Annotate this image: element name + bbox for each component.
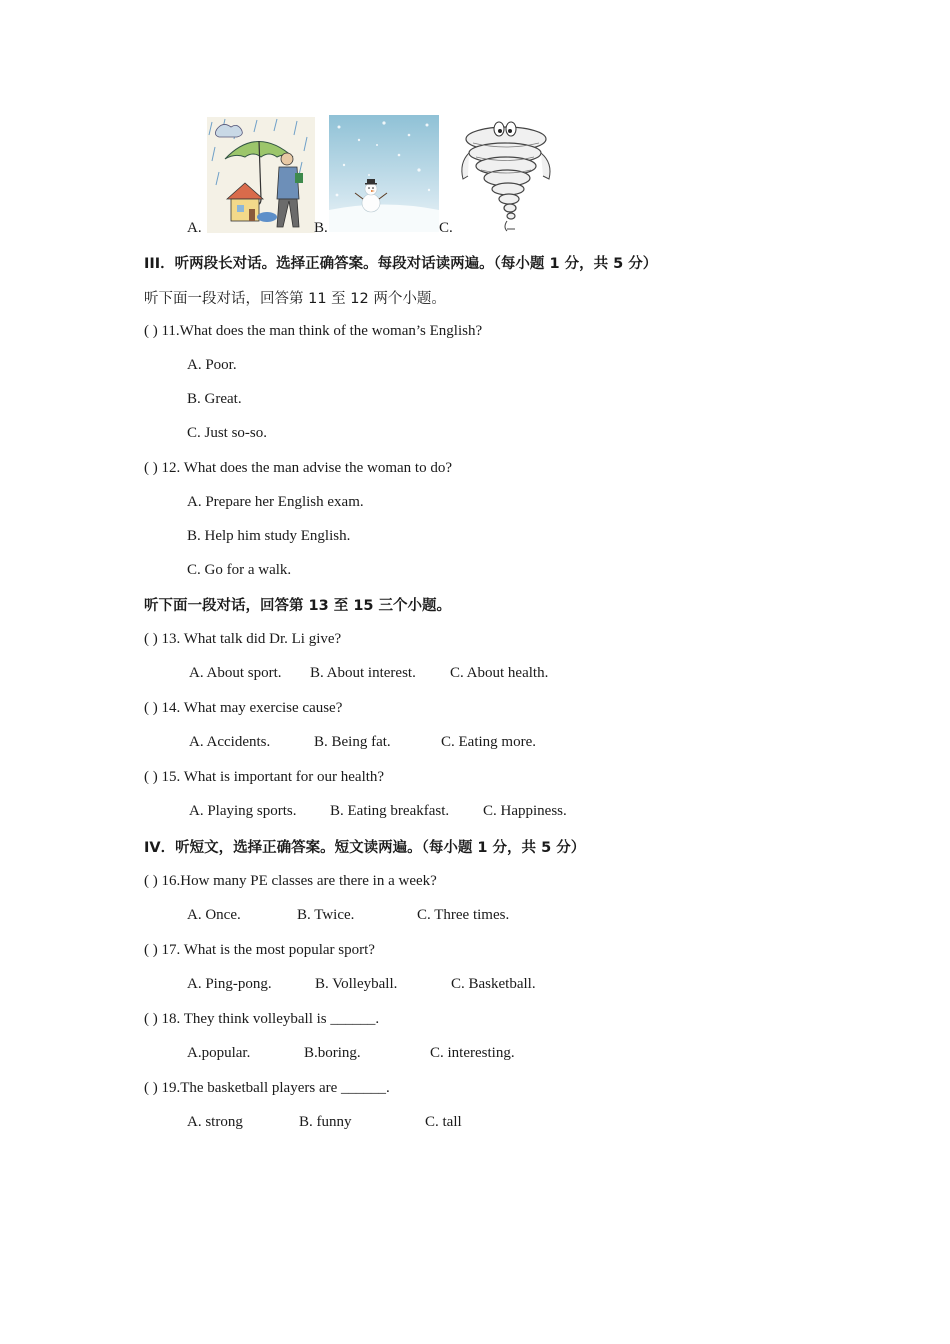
question-13-option-c: C. About health. [450, 665, 549, 681]
question-11-option-a: A. Poor. [187, 357, 237, 373]
picture-option-b-label: B. [314, 220, 328, 236]
question-17: ( ) 17. What is the most popular sport? [144, 942, 375, 958]
section-3-intro-1: 听下面一段对话，回答第 11 至 12 两个小题。 [144, 291, 446, 307]
section-3-intro-2: 听下面一段对话，回答第 13 至 15 三个小题。 [144, 598, 452, 614]
question-18-option-a: A.popular. [187, 1045, 251, 1061]
question-14-option-b: B. Being fat. [314, 734, 391, 750]
question-11-option-c: C. Just so-so. [187, 425, 268, 441]
question-11-option-b: B. Great. [187, 391, 242, 407]
question-13-option-b: B. About interest. [310, 665, 416, 681]
question-13: ( ) 13. What talk did Dr. Li give? [144, 631, 342, 647]
question-12: ( ) 12. What does the man advise the woman to do? [144, 460, 452, 476]
question-11: ( ) 11.What does the man think of the woman’s English? [144, 323, 483, 339]
question-18: ( ) 18. They think volleyball is ______. [144, 1011, 380, 1027]
question-15-option-b: B. Eating breakfast. [330, 803, 450, 819]
umbrella-rain-icon [207, 117, 315, 233]
question-14-option-c: C. Eating more. [441, 734, 536, 750]
question-19-option-b: B. funny [299, 1114, 352, 1130]
question-17-option-b: B. Volleyball. [315, 976, 398, 992]
question-19-option-c: C. tall [425, 1114, 462, 1130]
question-12-option-b: B. Help him study English. [187, 528, 351, 544]
question-15: ( ) 15. What is important for our health? [144, 769, 385, 785]
question-16-option-b: B. Twice. [297, 907, 355, 923]
question-12-option-c: C. Go for a walk. [187, 562, 292, 578]
question-17-option-a: A. Ping-pong. [187, 976, 272, 992]
section-3-title: III．听两段长对话。选择正确答案。每段对话读两遍。（每小题 1 分，共 5 分） [144, 256, 658, 272]
snowman-icon [329, 115, 439, 232]
question-15-option-a: A. Playing sports. [189, 803, 297, 819]
question-18-option-b: B.boring. [304, 1045, 361, 1061]
question-19-option-a: A. strong [187, 1114, 243, 1130]
picture-option-a-label: A. [187, 220, 202, 236]
question-15-option-c: C. Happiness. [483, 803, 567, 819]
question-16-option-c: C. Three times. [417, 907, 510, 923]
question-12-option-a: A. Prepare her English exam. [187, 494, 364, 510]
question-14: ( ) 14. What may exercise cause? [144, 700, 343, 716]
question-14-option-a: A. Accidents. [189, 734, 271, 750]
tornado-icon [451, 113, 561, 233]
question-17-option-c: C. Basketball. [451, 976, 536, 992]
section-4-title: IV．听短文，选择正确答案。短文读两遍。（每小题 1 分，共 5 分） [144, 840, 586, 856]
picture-option-c-label: C. [439, 220, 453, 236]
question-16: ( ) 16.How many PE classes are there in a week? [144, 873, 437, 889]
question-18-option-c: C. interesting. [430, 1045, 515, 1061]
question-16-option-a: A. Once. [187, 907, 241, 923]
question-13-option-a: A. About sport. [189, 665, 282, 681]
question-19: ( ) 19.The basketball players are ______. [144, 1080, 390, 1096]
